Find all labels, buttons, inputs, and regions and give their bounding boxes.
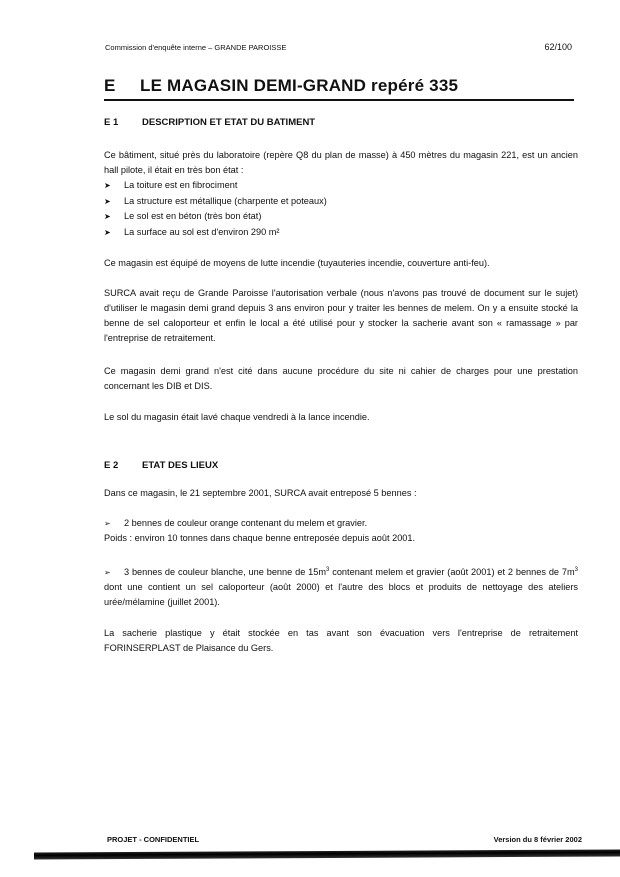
- list-item: [104, 178, 578, 194]
- list-item-text: 2 bennes de couleur orange contenant du melem et gravier.: [124, 518, 368, 528]
- list-item-text: Le sol est en béton (très bon état): [124, 211, 262, 221]
- list-item: [104, 225, 578, 241]
- section-title: ETAT DES LIEUX: [142, 460, 219, 471]
- arrow-bullet-icon: ➤: [104, 196, 111, 206]
- list-item-text: 3 bennes de couleur blanche, une benne de 15m: [124, 567, 327, 578]
- list-item-text: dont une contient un sel caloporteur (août 2000) et l'autre des blocs et produits de nettoyage des ateliers urée/mélamine (juillet 2001).: [104, 582, 578, 608]
- page-number: 62/100: [544, 42, 572, 52]
- scan-artifact-bar: [34, 849, 620, 859]
- list-item: [104, 194, 578, 210]
- paragraph: Ce magasin demi grand n'est cité dans aucune procédure du site ni cahier de charges pour une prestation concernant les DIB et DIS.: [104, 366, 578, 391]
- list-item-text: contenant melem et gravier (août 2001) et 2 bennes de 7m: [329, 567, 575, 578]
- arrow-bullet-icon: ➤: [104, 227, 111, 237]
- paragraph: Dans ce magasin, le 21 septembre 2001, SURCA avait entreposé 5 bennes :: [104, 488, 417, 498]
- arrow-bullet-icon: ➤: [104, 212, 111, 221]
- arrow-bullet-icon: ➢: [104, 568, 111, 578]
- superscript: 3: [574, 567, 578, 573]
- list-item: [104, 516, 578, 546]
- chapter-title: [104, 76, 574, 101]
- chapter-letter: E: [104, 76, 116, 95]
- paragraph: La sacherie plastique y était stockée en tas avant son évacuation vers l'entreprise de retraitement FORINSERPLAST de Plaisance du Gers.: [104, 628, 578, 653]
- list-item-text: La structure est métallique (charpente et poteaux): [124, 195, 327, 206]
- footer-version: Version du 8 février 2002: [493, 835, 582, 844]
- paragraph: Le sol du magasin était lavé chaque vendredi à la lance incendie.: [104, 412, 370, 422]
- section-number: E 1: [104, 117, 119, 128]
- superscript: 3: [326, 567, 330, 573]
- list-item-text: La surface au sol est d'environ 290 m²: [124, 226, 280, 237]
- footer-confidentiality: PROJET - CONFIDENTIEL: [107, 835, 200, 844]
- running-header: Commission d'enquête interne – GRANDE PAROISSE: [105, 43, 287, 52]
- section-heading-e2: [104, 460, 218, 471]
- arrow-bullet-icon: ➢: [104, 519, 111, 528]
- section-title: DESCRIPTION ET ETAT DU BATIMENT: [142, 117, 316, 128]
- list-item: [104, 209, 578, 225]
- list-item-text: Poids : environ 10 tonnes dans chaque benne entreposée depuis août 2001.: [104, 533, 416, 543]
- list-item-text: La toiture est en fibrociment: [124, 180, 238, 190]
- paragraph: SURCA avait reçu de Grande Paroisse l'autorisation verbale (nous n'avons pas trouvé de document sur le sujet) d'utiliser le magasin demi grand depuis 3 ans environ pour y traiter les bennes de melem. On y a ensuite stocké la benne de sel caloporteur et enfin le local a été utilisé pour y stocker la sacherie avant son « ramassage » par l'entreprise de retraitement.: [104, 288, 578, 343]
- arrow-bullet-icon: ➤: [104, 181, 111, 190]
- section-number: E 2: [104, 460, 119, 471]
- bullet-list: [104, 178, 578, 240]
- chapter-title-text: LE MAGASIN DEMI-GRAND repéré 335: [140, 76, 459, 95]
- list-item: [104, 563, 578, 610]
- section-heading-e1: [104, 117, 315, 128]
- paragraph: Ce bâtiment, situé près du laboratoire (repère Q8 du plan de masse) à 450 mètres du magasin 221, est un ancien hall pilote, il était en très bon état :: [104, 150, 578, 175]
- paragraph: Ce magasin est équipé de moyens de lutte incendie (tuyauteries incendie, couverture anti-feu).: [104, 258, 490, 268]
